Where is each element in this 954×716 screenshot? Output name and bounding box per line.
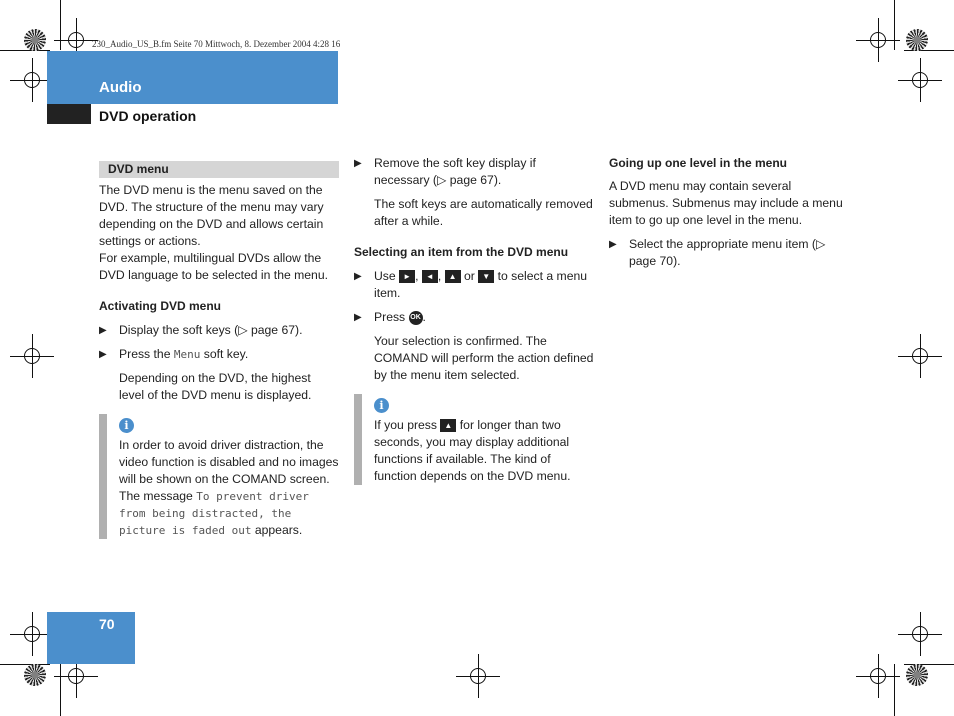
bullet-arrow-icon: ▶ [99, 325, 107, 336]
step-detail: The soft keys are automatically removed after a while. [374, 197, 593, 228]
activating-dvd-menu-heading: Activating DVD menu [99, 299, 222, 313]
registration-mark-icon [866, 664, 890, 688]
trim-line [0, 664, 50, 665]
step-text: , [437, 269, 445, 283]
registration-mark-icon [64, 664, 88, 688]
color-rosette-icon [24, 29, 46, 51]
info-note [99, 414, 339, 539]
up-arrow-key-icon: ▲ [445, 270, 461, 283]
color-rosette-icon [906, 29, 928, 51]
bullet-arrow-icon: ▶ [99, 349, 107, 360]
step-text: to select a menu item. [374, 269, 588, 300]
registration-mark-icon [20, 622, 44, 646]
page-ref-link[interactable]: ▷ page 67 [437, 173, 494, 187]
step-text: Select the appropriate menu item ( [629, 237, 816, 251]
step-text: Remove the soft key display if necessary ( [374, 156, 536, 187]
info-icon: i [119, 418, 134, 433]
color-rosette-icon [24, 664, 46, 686]
left-arrow-key-icon: ◄ [422, 270, 438, 283]
note-bar [354, 394, 362, 485]
trim-line [60, 0, 61, 50]
instruction-step [99, 322, 339, 339]
color-rosette-icon [906, 664, 928, 686]
note-text-part: In order to avoid driver distraction, the video function is disabled and no images will be shown on the COMAND screen. The message [119, 438, 339, 503]
step-text: Use [374, 269, 400, 283]
going-up-heading: Going up one level in the menu [609, 156, 788, 170]
bullet-arrow-icon: ▶ [609, 239, 617, 250]
note-text [119, 437, 339, 539]
dvd-menu-heading: DVD menu [99, 161, 339, 178]
step-text: , [415, 269, 422, 283]
section-title: Audio [99, 79, 142, 96]
page-number: 70 [99, 616, 115, 632]
step-text: ). [295, 323, 303, 337]
info-icon: i [374, 398, 389, 413]
note-text-part: appears. [251, 523, 303, 537]
trim-line [0, 50, 50, 51]
selecting-item-heading: Selecting an item from the DVD menu [354, 245, 569, 259]
step-text: Press the [119, 347, 174, 361]
trim-line [894, 0, 895, 50]
registration-mark-icon [64, 28, 88, 52]
registration-mark-icon [20, 344, 44, 368]
note-text-part: If you press [374, 418, 441, 432]
registration-mark-icon [466, 664, 490, 688]
section-header-block [47, 51, 338, 104]
page-number-block [47, 612, 135, 664]
note-text [374, 417, 594, 485]
trim-line [60, 664, 61, 716]
step-text: soft key. [200, 347, 249, 361]
column-2 [354, 155, 594, 485]
page-ref-link[interactable]: ▷ page 70 [629, 237, 826, 268]
paragraph: For example, multilingual DVDs allow the DVD language to be selected in the menu. [99, 251, 329, 282]
note-bar [99, 414, 107, 539]
step-text: Press [374, 310, 409, 324]
step-detail: Depending on the DVD, the highest level of the DVD menu is displayed. [119, 371, 312, 402]
column-1 [99, 161, 339, 539]
trim-line [904, 50, 954, 51]
step-text: or [460, 269, 479, 283]
page-ref-link[interactable]: ▷ page 67 [238, 323, 296, 337]
instruction-step [354, 309, 594, 326]
down-arrow-key-icon: ▼ [478, 270, 494, 283]
bullet-arrow-icon: ▶ [354, 312, 362, 323]
instruction-step [99, 346, 339, 363]
up-arrow-key-icon: ▲ [440, 419, 456, 432]
menu-softkey-label: Menu [173, 348, 201, 361]
section-tab [47, 104, 91, 124]
right-arrow-key-icon: ► [399, 270, 415, 283]
step-text: Display the soft keys ( [119, 323, 239, 337]
registration-mark-icon [866, 28, 890, 52]
registration-mark-icon [20, 68, 44, 92]
info-note [354, 394, 594, 485]
display-message: To prevent driver from being distracted, the picture is faded out [119, 490, 309, 537]
column-3 [609, 155, 849, 270]
registration-mark-icon [908, 68, 932, 92]
file-info: 230_Audio_US_B.fm Seite 70 Mittwoch, 8. Dezember 2004 4:28 16 [92, 39, 341, 49]
paragraph: A DVD menu may contain several submenus. Submenus may include a menu item to go up one level in the menu. [609, 179, 843, 227]
step-text: . [422, 310, 426, 324]
instruction-step [354, 155, 594, 189]
step-detail: Your selection is confirmed. The COMAND will perform the action defined by the menu item selected. [374, 334, 594, 382]
paragraph: The DVD menu is the menu saved on the DVD. The structure of the menu may vary depending on the DVD and allows certain settings or actions. [99, 183, 324, 248]
ok-button-icon: OK [409, 311, 423, 325]
registration-mark-icon [908, 622, 932, 646]
subsection-title: DVD operation [99, 108, 197, 124]
note-text-part: for longer than two seconds, you may display additional functions if available. The kind of function depends on the DVD menu. [374, 418, 571, 483]
step-text: ). [493, 173, 502, 187]
instruction-step [354, 268, 594, 302]
step-text: ). [673, 254, 681, 268]
instruction-step [609, 236, 849, 270]
registration-mark-icon [908, 344, 932, 368]
trim-line [894, 664, 895, 716]
bullet-arrow-icon: ▶ [354, 158, 362, 169]
bullet-arrow-icon: ▶ [354, 271, 362, 282]
